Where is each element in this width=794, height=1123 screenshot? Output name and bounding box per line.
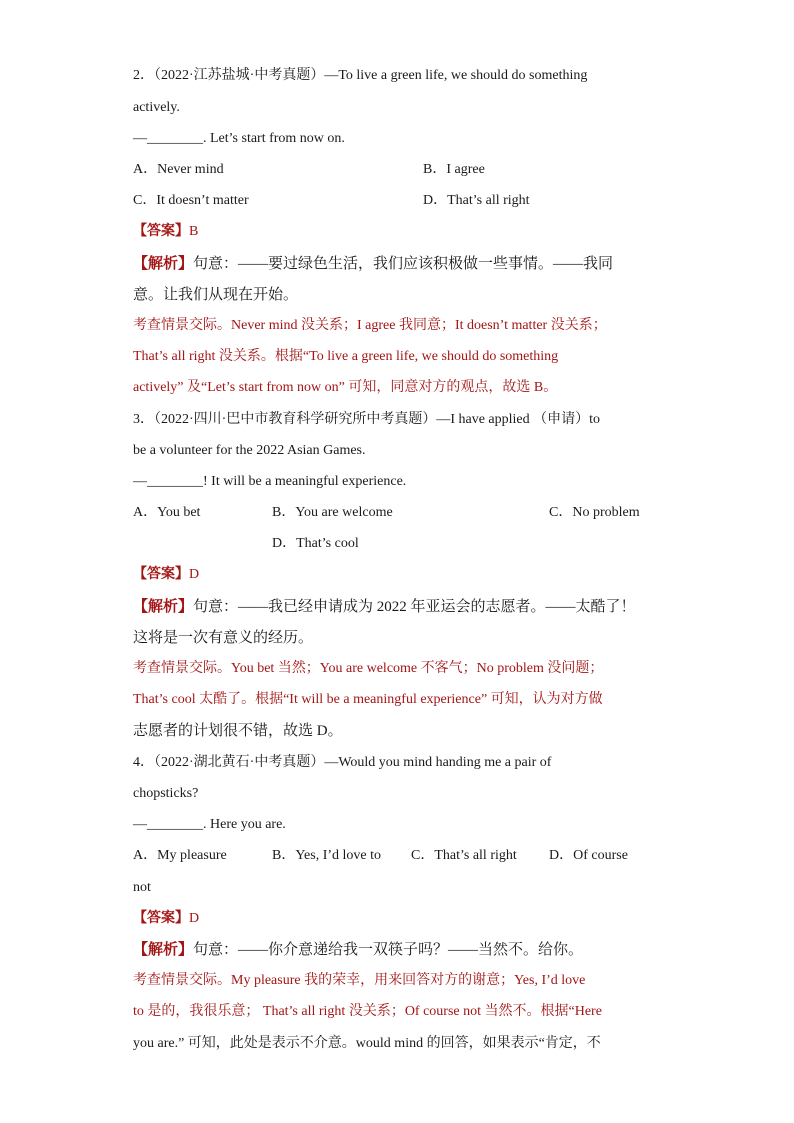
- answer-tag: 【答案】: [133, 911, 189, 926]
- q3-analysis-line1: [133, 597, 636, 617]
- q4-explain-line3: you are.” 可知，此处是表示不介意。would mind 的回答，如果表示“肯定，不: [133, 1036, 601, 1051]
- q3-stem-line1: 3．（2022·四川·巴中市教育科学研究所中考真题）—I have applied （申请）to: [133, 412, 601, 427]
- analysis-tag: 【解析】: [133, 942, 194, 958]
- q2-explain-line1: 考查情景交际。Never mind 没关系；I agree 我同意；It doesn’t matter 没关系；: [133, 318, 607, 333]
- q4-explain-line1: 考查情景交际。My pleasure 我的荣幸，用来回答对方的谢意；Yes, I’d love: [133, 973, 586, 988]
- q4-stem-line1: 4．（2022·湖北黄石·中考真题）—Would you mind handing me a pair of: [133, 755, 552, 770]
- q4-option-wrap: not: [133, 880, 151, 895]
- analysis-text: 句意：——你介意递给我一双筷子吗？——当然不。给你。: [193, 942, 584, 958]
- q2-explain-line2: That’s all right 没关系。根据“To live a green life, we should do something: [133, 349, 559, 364]
- q3-option-d: D．That’s cool: [272, 536, 359, 551]
- q2-option-d: D．That’s all right: [423, 193, 530, 208]
- q4-option-d: D．Of course: [549, 848, 628, 863]
- analysis-text: 句意：——要过绿色生活，我们应该积极做一些事情。——我同: [193, 256, 614, 272]
- q2-stem-line2: actively.: [133, 100, 180, 115]
- q3-explain-line2: That’s cool 太酷了。根据“It will be a meaningful experience” 可知，认为对方做: [133, 692, 603, 707]
- q4-option-c: C．That’s all right: [411, 848, 517, 863]
- q2-analysis-line1: [133, 254, 613, 274]
- analysis-tag: 【解析】: [133, 256, 194, 272]
- q2-answer: [133, 222, 198, 242]
- q3-option-a: A．You bet: [133, 505, 201, 520]
- analysis-text: 句意：——我已经申请成为 2022 年亚运会的志愿者。——太酷了！: [193, 599, 636, 615]
- q2-analysis-line2: 意。让我们从现在开始。: [133, 287, 299, 303]
- q2-option-b: B．I agree: [423, 162, 485, 177]
- q2-explain-line3: actively” 及“Let’s start from now on” 可知，同意对方的观点，故选 B。: [133, 380, 558, 395]
- answer-tag: 【答案】: [133, 224, 189, 239]
- analysis-tag: 【解析】: [133, 599, 194, 615]
- q2-option-a: A．Never mind: [133, 162, 224, 177]
- q3-explain-line3: 志愿者的计划很不错，故选 D。: [133, 723, 343, 739]
- q4-analysis-line1: [133, 940, 583, 960]
- q4-explain-line2: to 是的，我很乐意； That’s all right 没关系；Of course not 当然不。根据“Here: [133, 1004, 602, 1019]
- q3-option-c: C．No problem: [549, 505, 640, 520]
- q4-stem-line3: —________. Here you are.: [133, 817, 286, 832]
- q3-stem-line3: —________! It will be a meaningful experience.: [133, 474, 407, 489]
- q3-option-b: B．You are welcome: [272, 505, 393, 520]
- q2-stem-line3: —________. Let’s start from now on.: [133, 131, 345, 146]
- answer-value: D: [189, 567, 200, 582]
- q3-answer: [133, 565, 199, 585]
- q4-option-a: A．My pleasure: [133, 848, 227, 863]
- q4-answer: [133, 909, 199, 929]
- q3-explain-line1: 考查情景交际。You bet 当然；You are welcome 不客气；No problem 没问题；: [133, 661, 604, 676]
- q4-option-b: B．Yes, I’d love to: [272, 848, 382, 863]
- q4-stem-line2: chopsticks?: [133, 786, 199, 801]
- q3-analysis-line2: 这将是一次有意义的经历。: [133, 630, 314, 646]
- q2-option-c: C．It doesn’t matter: [133, 193, 249, 208]
- answer-tag: 【答案】: [133, 567, 189, 582]
- q3-stem-line2: be a volunteer for the 2022 Asian Games.: [133, 443, 366, 458]
- answer-value: B: [189, 224, 199, 239]
- q2-stem-line1: 2．（2022·江苏盐城·中考真题）—To live a green life, we should do something: [133, 68, 588, 83]
- answer-value: D: [189, 911, 200, 926]
